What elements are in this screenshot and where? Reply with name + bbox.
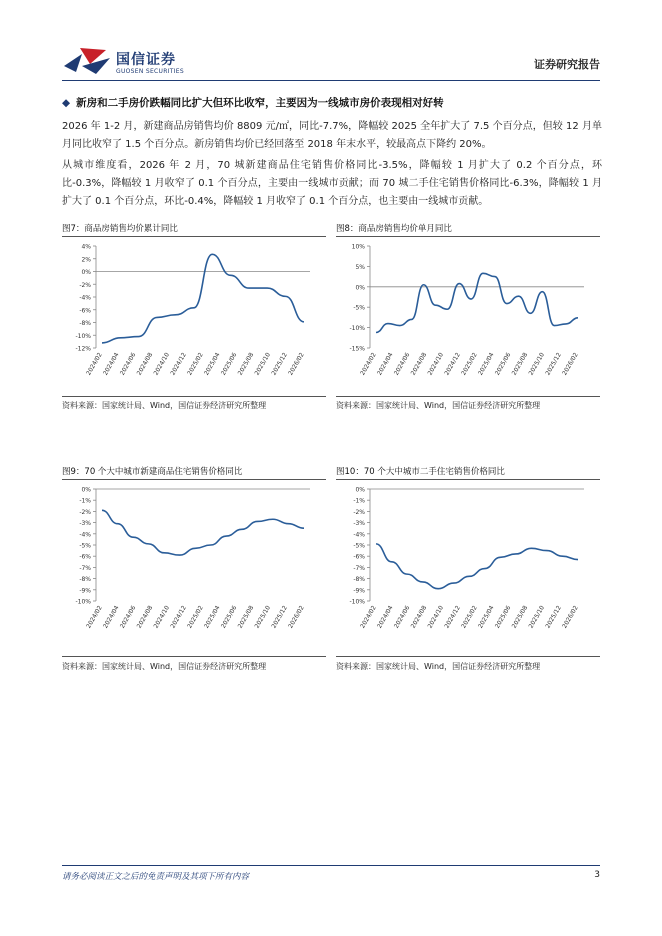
y-tick-label: -8% (353, 576, 365, 584)
x-tick-label: 2024/08 (135, 604, 155, 630)
y-tick-label: -8% (79, 576, 91, 584)
header-divider (62, 80, 600, 81)
x-tick-label: 2024/04 (102, 604, 121, 630)
page-header (62, 44, 600, 78)
x-tick-label: 2025/06 (493, 604, 513, 630)
x-tick-label: 2024/02 (359, 351, 378, 377)
y-tick-label: -4% (79, 294, 91, 302)
figure-bottom-rule (336, 396, 600, 397)
figure-bottom-rule (62, 396, 326, 397)
series-line (102, 510, 304, 555)
figure-bottom-rule (336, 656, 600, 657)
y-tick-label: -10% (349, 325, 365, 333)
x-tick-label: 2025/12 (544, 351, 563, 377)
x-tick-label: 2025/12 (270, 351, 289, 377)
x-tick-label: 2024/10 (152, 351, 172, 377)
y-tick-label: -4% (79, 531, 91, 539)
figure-source: 资料来源：国家统计局、Wind，国信证券经济研究所整理 (336, 401, 541, 410)
x-tick-label: 2025/12 (544, 604, 563, 630)
x-tick-label: 2024/02 (85, 351, 104, 377)
x-tick-label: 2026/02 (561, 351, 580, 377)
figure-top-rule (336, 236, 600, 237)
logo-mark-icon (62, 44, 114, 76)
y-tick-label: -10% (349, 598, 365, 606)
y-tick-label: 4% (81, 243, 91, 251)
y-tick-label: -5% (353, 542, 365, 550)
figure-top-rule (62, 479, 326, 480)
x-tick-label: 2025/04 (477, 351, 496, 377)
figure-caption: 图10：70 个大中城市二手住宅销售价格同比 (336, 467, 505, 477)
x-tick-label: 2026/02 (287, 351, 306, 377)
y-tick-label: -2% (79, 508, 91, 516)
brand-logo (62, 44, 192, 78)
x-tick-label: 2024/08 (409, 604, 429, 630)
x-tick-label: 2024/02 (85, 604, 104, 630)
series-line (102, 254, 304, 343)
report-type-label: 证券研究报告 (534, 58, 600, 71)
figure-bottom-rule (62, 656, 326, 657)
x-tick-label: 2025/06 (219, 604, 239, 630)
y-tick-label: -3% (79, 520, 91, 528)
x-tick-label: 2025/08 (236, 351, 256, 377)
y-tick-label: -15% (349, 345, 365, 353)
y-tick-label: -8% (79, 320, 91, 327)
x-tick-label: 2024/12 (443, 351, 462, 377)
x-tick-label: 2025/08 (236, 604, 256, 630)
y-tick-label: -12% (75, 345, 91, 353)
y-tick-label: -6% (353, 553, 365, 561)
x-tick-label: 2024/08 (135, 351, 155, 377)
figure-caption: 图9：70 个大中城市新建商品住宅销售价格同比 (62, 467, 243, 477)
x-tick-label: 2026/02 (561, 604, 580, 630)
x-tick-label: 2025/02 (460, 604, 479, 630)
figure-top-rule (336, 479, 600, 480)
footer-disclaimer: 请务必阅读正文之后的免责声明及其项下所有内容 (62, 872, 250, 882)
y-tick-label: -10% (75, 332, 91, 340)
series-line (376, 544, 578, 589)
chart-fig9 (62, 483, 326, 645)
figure-source: 资料来源：国家统计局、Wind，国信证券经济研究所整理 (336, 662, 541, 671)
y-tick-label: -7% (353, 564, 365, 572)
y-tick-label: -10% (75, 598, 91, 606)
x-tick-label: 2024/06 (118, 604, 138, 630)
x-tick-label: 2024/12 (169, 351, 188, 377)
x-tick-label: 2025/06 (219, 351, 239, 377)
x-tick-label: 2024/08 (409, 351, 429, 377)
y-tick-label: -1% (79, 497, 91, 505)
y-tick-label: -5% (353, 304, 365, 312)
x-tick-label: 2024/02 (359, 604, 378, 630)
x-tick-label: 2024/04 (102, 351, 121, 377)
logo-english-name: GUOSEN SECURITIES (116, 68, 185, 75)
section-heading (62, 95, 600, 110)
y-tick-label: -4% (353, 531, 365, 539)
x-tick-label: 2024/04 (376, 604, 395, 630)
chart-fig10 (336, 483, 600, 645)
x-tick-label: 2025/08 (510, 351, 530, 377)
x-tick-label: 2024/04 (376, 351, 395, 377)
x-tick-label: 2024/06 (118, 351, 138, 377)
x-tick-label: 2026/02 (287, 604, 306, 630)
footer-divider (62, 865, 600, 866)
y-tick-label: -6% (79, 307, 91, 315)
y-tick-label: -1% (353, 497, 365, 505)
y-tick-label: 5% (355, 263, 365, 271)
series-line (376, 273, 578, 332)
x-tick-label: 2024/10 (152, 604, 172, 630)
x-tick-label: 2025/10 (253, 604, 273, 630)
y-tick-label: -2% (353, 508, 365, 516)
x-tick-label: 2025/12 (270, 604, 289, 630)
chart-fig8 (336, 240, 600, 392)
x-tick-label: 2025/10 (527, 351, 547, 377)
x-tick-label: 2025/10 (253, 351, 273, 377)
figure-top-rule (62, 236, 326, 237)
y-tick-label: -5% (79, 542, 91, 550)
y-tick-label: 10% (351, 243, 365, 251)
diamond-bullet-icon: ◆ (62, 97, 71, 109)
x-tick-label: 2025/04 (477, 604, 496, 630)
y-tick-label: -3% (353, 520, 365, 528)
paragraph-2: 从城市维度看，2026 年 2 月，70 城新建商品住宅销售价格同比-3.5%，降幅较 1 月扩大了 0.2 个百分点，环比-0.3%，降幅较 1 月收窄了 0.1 个百分点，主要由一线城市贡献；而 70 城二手住宅销售价格同比-6.3%，降幅较 1 月扩大了 0.1 个百分点，环比-0.4%，降幅较 1 月收窄了 0.1 个百分点，也主要由一线城市贡献。 (62, 160, 602, 207)
y-tick-label: 0% (81, 486, 91, 494)
x-tick-label: 2024/10 (426, 351, 446, 377)
x-tick-label: 2025/02 (186, 604, 205, 630)
y-tick-label: -9% (79, 587, 91, 595)
y-tick-label: 0% (355, 284, 365, 292)
y-tick-label: -7% (79, 564, 91, 572)
x-tick-label: 2024/12 (443, 604, 462, 630)
chart-fig7 (62, 240, 326, 392)
x-tick-label: 2024/10 (426, 604, 446, 630)
y-tick-label: -9% (353, 587, 365, 595)
x-tick-label: 2025/10 (527, 604, 547, 630)
x-tick-label: 2025/04 (203, 351, 222, 377)
x-tick-label: 2025/02 (186, 351, 205, 377)
x-tick-label: 2025/08 (510, 604, 530, 630)
y-tick-label: -6% (79, 553, 91, 561)
x-tick-label: 2024/06 (392, 351, 412, 377)
figure-caption: 图7：商品房销售均价累计同比 (62, 224, 178, 234)
paragraph-1: 2026 年 1-2 月，新建商品房销售均价 8809 元/㎡，同比-7.7%，降幅较 2025 全年扩大了 7.5 个百分点，但较 12 月单月同比收窄了 1.5 个百分点。新房销售均价已经回落至 2018 年末水平，较最高点下降约 20%。 (62, 121, 602, 150)
x-tick-label: 2024/12 (169, 604, 188, 630)
figure-caption: 图8：商品房销售均价单月同比 (336, 224, 452, 234)
y-tick-label: 2% (81, 256, 91, 264)
y-tick-label: 0% (81, 269, 91, 276)
x-tick-label: 2025/02 (460, 351, 479, 377)
logo-chinese-name: 国信证券 (116, 52, 176, 68)
y-tick-label: 0% (355, 486, 365, 494)
x-tick-label: 2025/04 (203, 604, 222, 630)
figure-source: 资料来源：国家统计局、Wind，国信证券经济研究所整理 (62, 662, 267, 671)
figure-source: 资料来源：国家统计局、Wind，国信证券经济研究所整理 (62, 401, 267, 410)
page-number: 3 (594, 870, 600, 880)
x-tick-label: 2025/06 (493, 351, 513, 377)
section-title-text: 新房和二手房价跌幅同比扩大但环比收窄，主要因为一线城市房价表现相对好转 (76, 97, 444, 109)
y-tick-label: -2% (79, 281, 91, 289)
x-tick-label: 2024/06 (392, 604, 412, 630)
